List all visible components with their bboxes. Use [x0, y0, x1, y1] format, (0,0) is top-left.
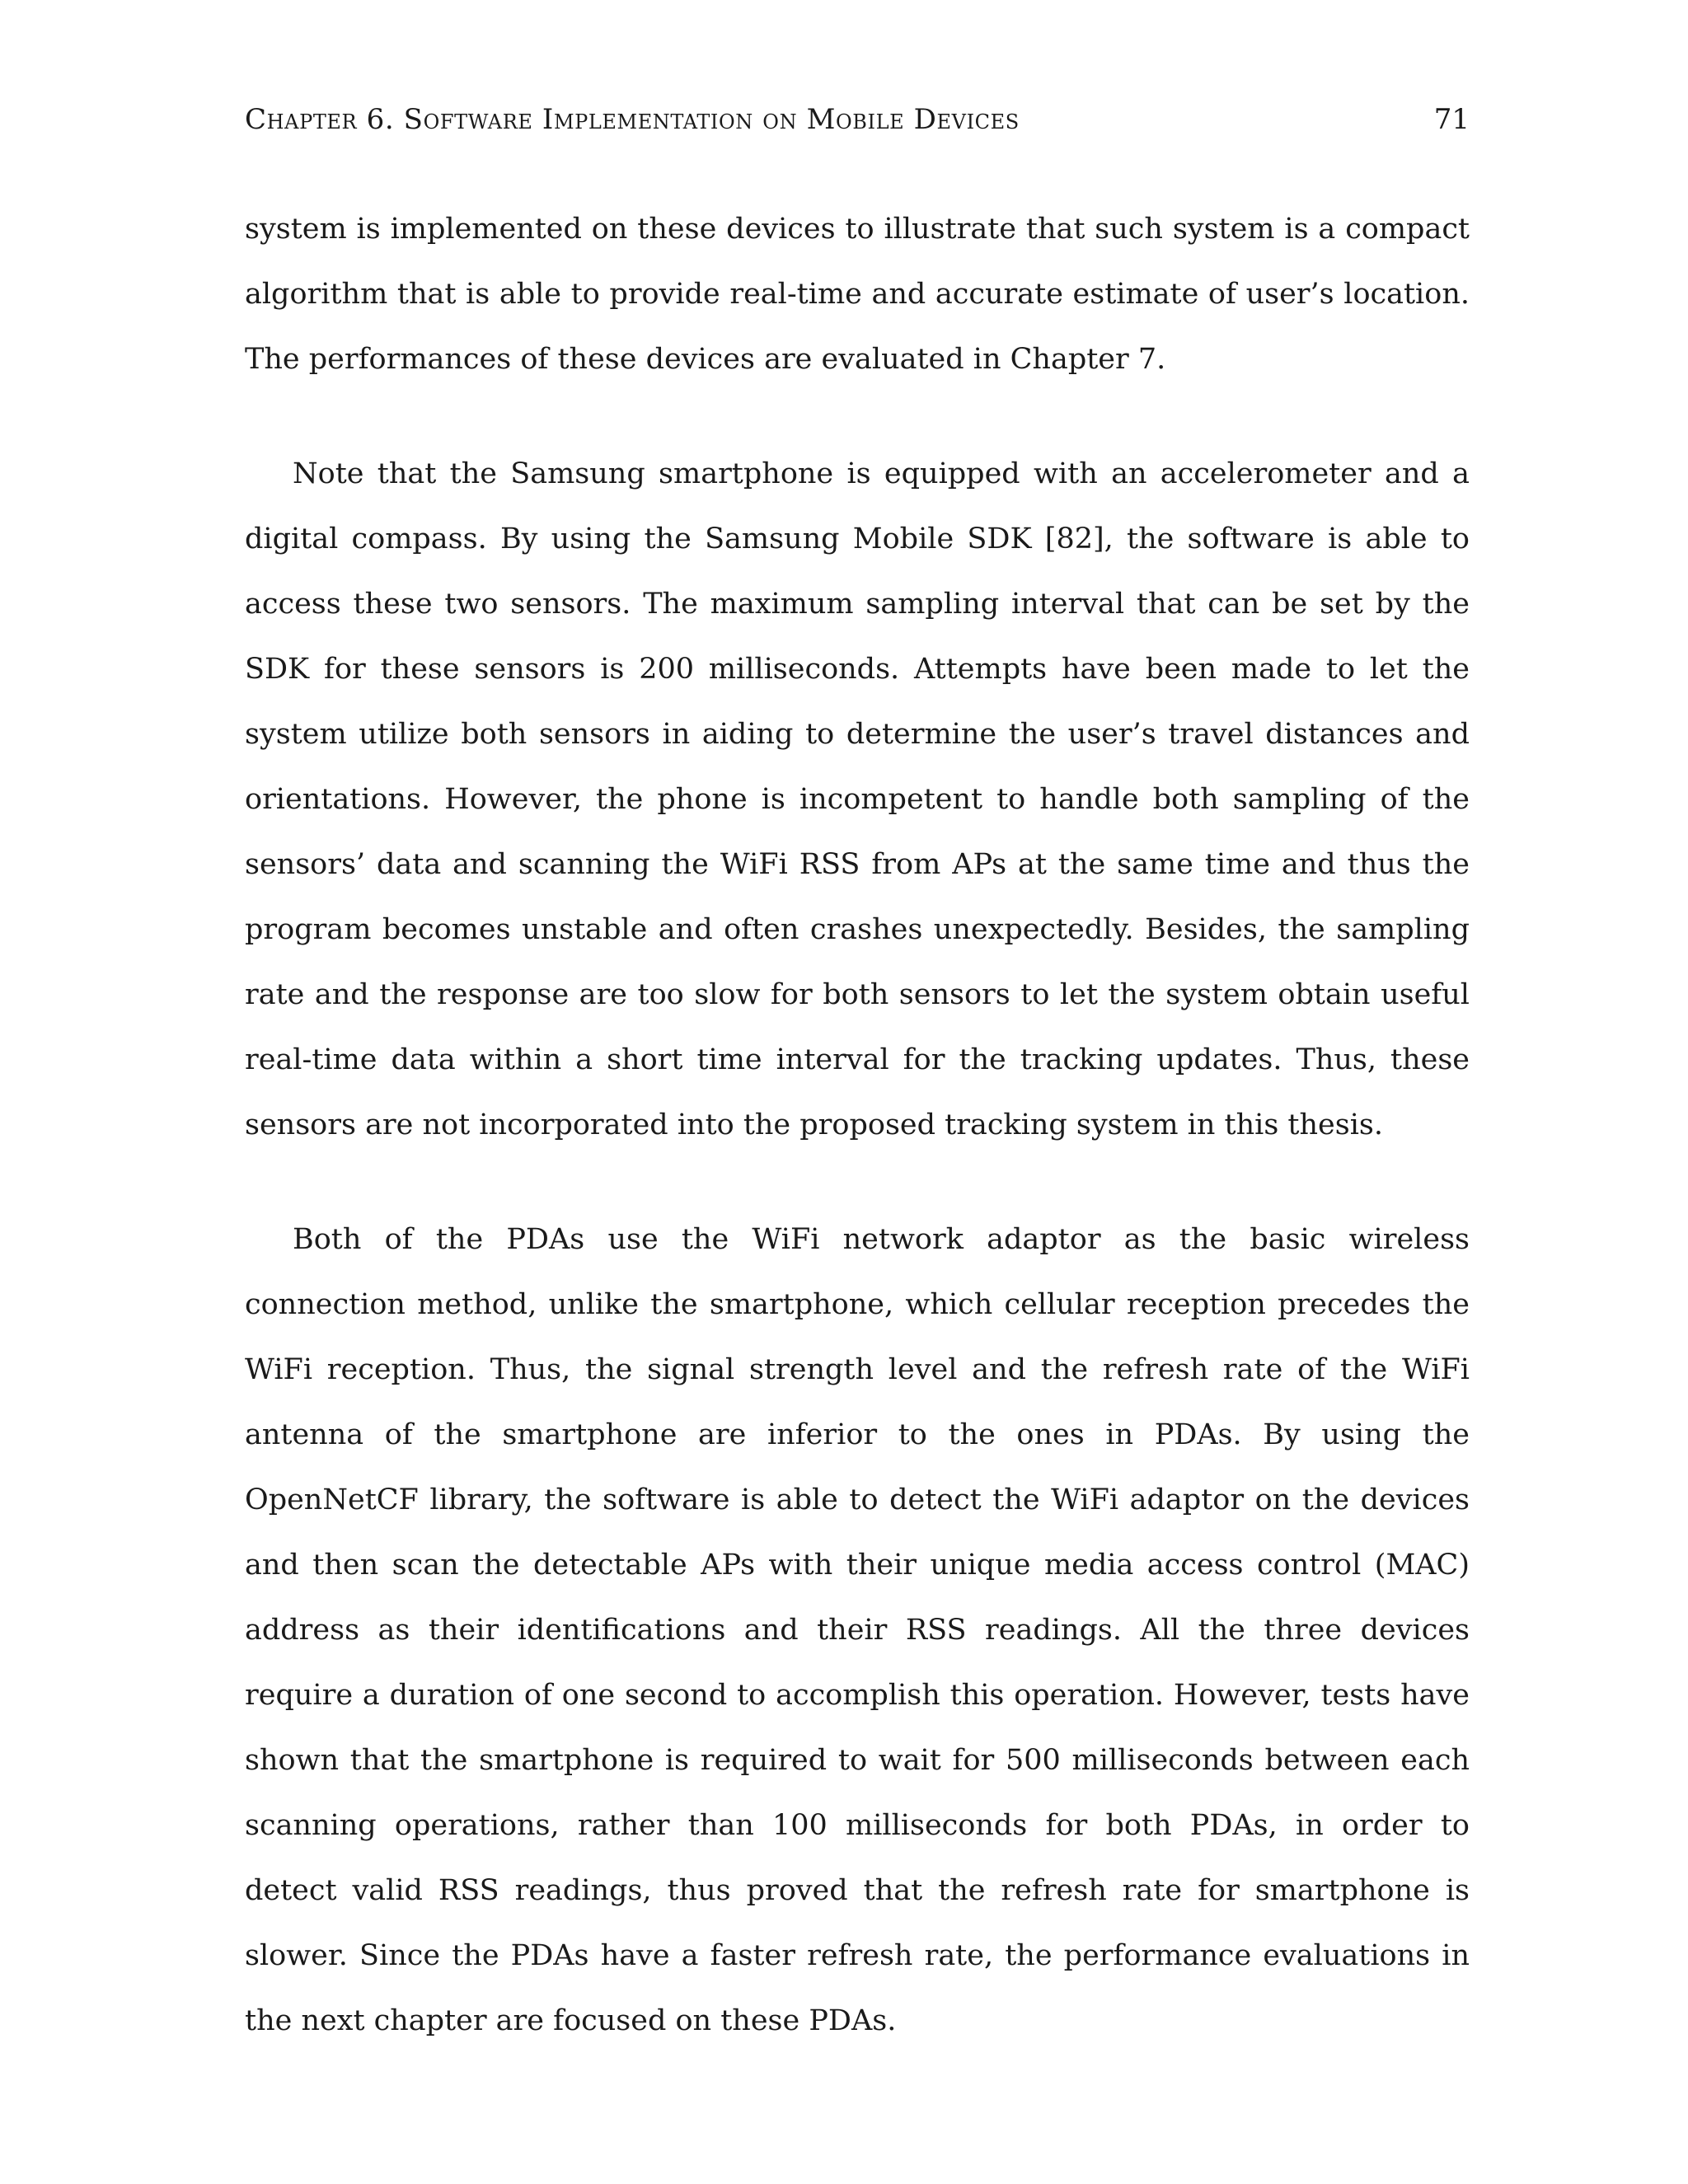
paragraph-sensors: Note that the Samsung smartphone is equipped with an accelerometer and a digital compass. By using the Samsung Mobile SDK [82], the software is able to access these two sensors. The maximum sampling interval that can be set by the SDK for these sensors is 200 milliseconds. Attempts have been made to let the system utilize both sensors in aiding to determine the user’s travel distances and orientations. However, the phone is incompetent to handle both sampling of the sensors’ data and scanning the WiFi RSS from APs at the same time and thus the program becomes unstable and often crashes unexpectedly. Besides, the sampling rate and the response are too slow for both sensors to let the system obtain useful real-time data within a short time interval for the tracking updates. Thus, these sensors are not incorporated into the proposed tracking system in this thesis.: [245, 457, 1470, 1141]
body-text: [245, 197, 1470, 2054]
paragraph-wifi-scanning: Both of the PDAs use the WiFi network adaptor as the basic wireless connection method, unlike the smartphone, which cellular reception precedes the WiFi reception. Thus, the signal strength level and the refresh rate of the WiFi antenna of the smartphone are inferior to the ones in PDAs. By using the OpenNetCF library, the software is able to detect the WiFi adaptor on the devices and then scan the detectable APs with their unique media access control (MAC) address as their identifications and their RSS readings. All the three devices require a duration of one second to accomplish this operation. However, tests have shown that the smartphone is required to wait for 500 milliseconds between each scanning operations, rather than 100 milliseconds for both PDAs, in order to detect valid RSS readings, thus proved that the refresh rate for smartphone is slower. Since the PDAs have a faster refresh rate, the performance evaluations in the next chapter are focused on these PDAs.: [245, 1223, 1470, 2037]
page-number: 71: [1433, 103, 1470, 136]
running-header: [245, 99, 1470, 140]
chapter-title: Chapter 6. Software Implementation on Mobile Devices: [245, 103, 1020, 136]
paragraph-continuation: system is implemented on these devices to illustrate that such system is a compact algorithm that is able to provide real-time and accurate estimate of user’s location. The performances of these devices are evaluated in Chapter 7.: [245, 213, 1470, 376]
